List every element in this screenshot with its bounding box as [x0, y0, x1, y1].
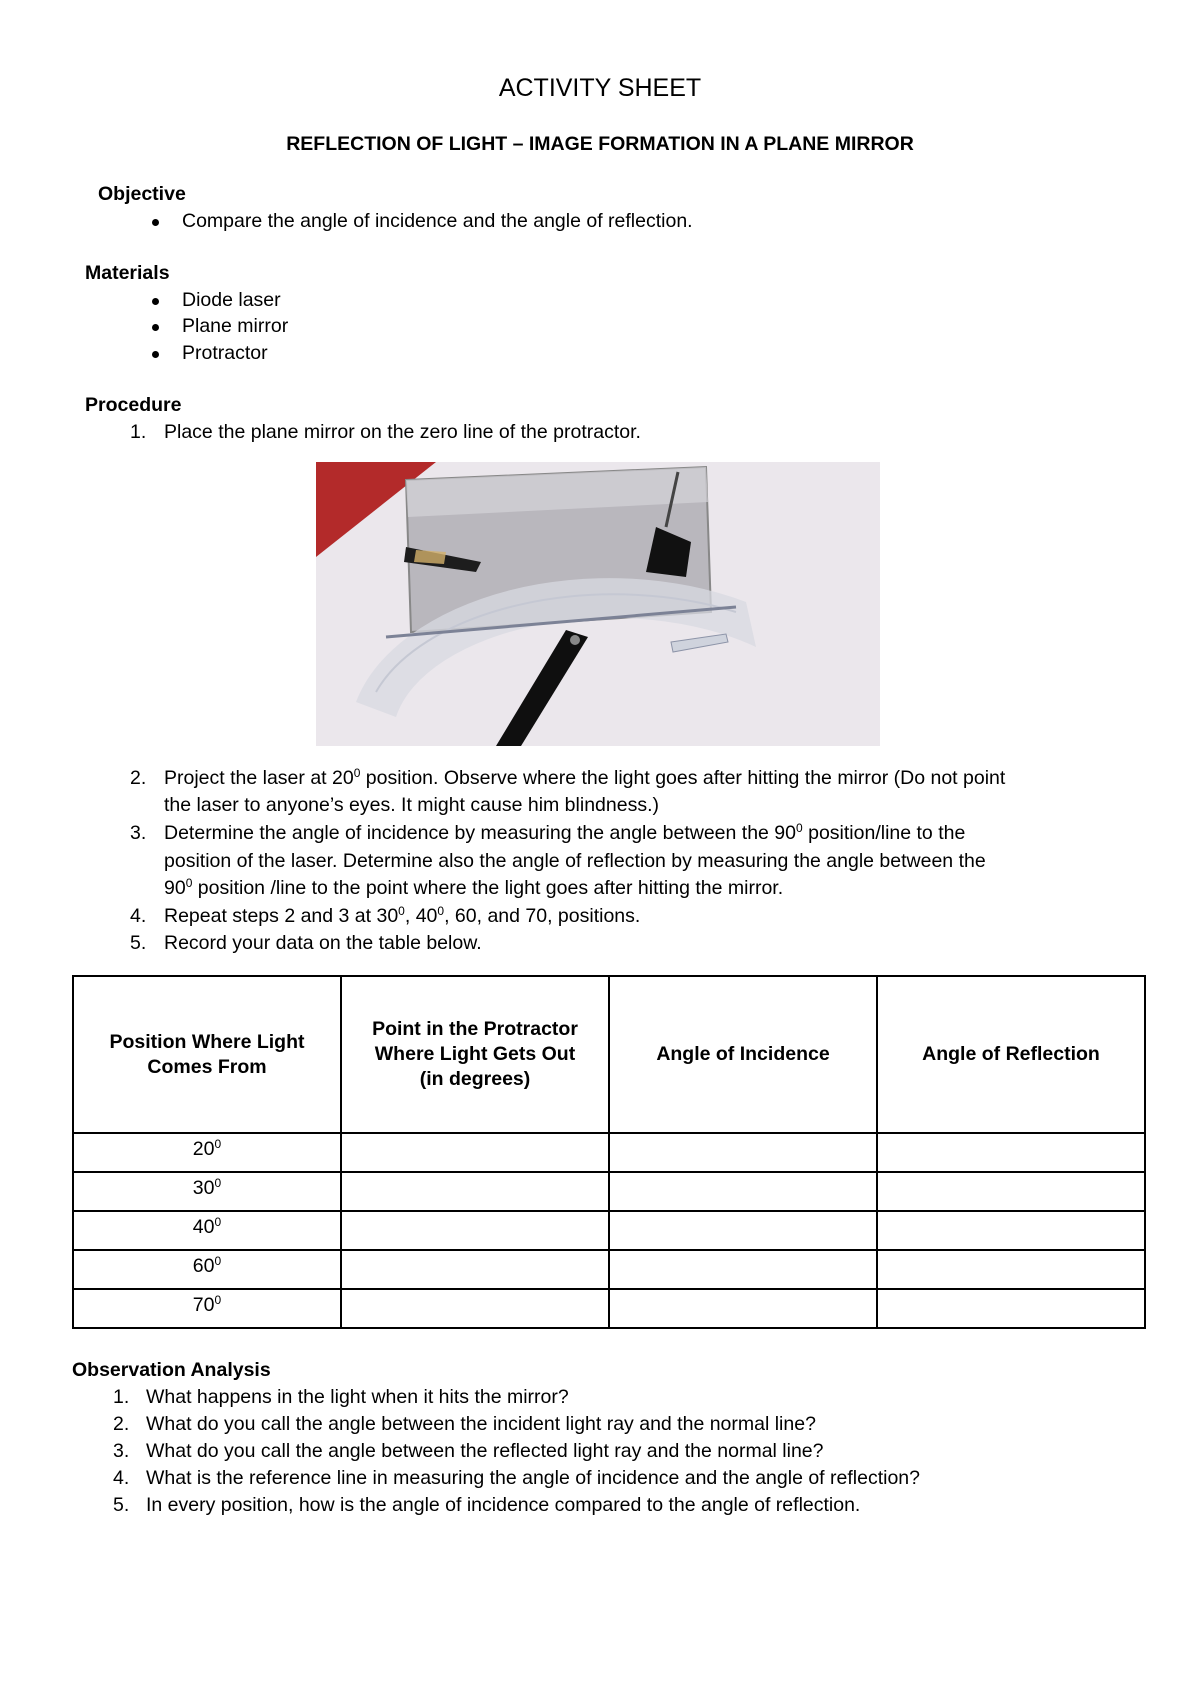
table-row — [73, 1250, 1145, 1289]
header-position: Position Where Light Comes From — [73, 976, 341, 1133]
header-exit-point: Point in the Protractor Where Light Gets Out (in degrees) — [341, 976, 609, 1133]
incidence-cell[interactable] — [609, 1172, 877, 1211]
reflection-cell[interactable] — [877, 1289, 1145, 1328]
question-number: 5. — [113, 1494, 130, 1516]
table-row — [73, 1172, 1145, 1211]
step-number: 4. — [130, 905, 147, 927]
bullet-icon — [152, 219, 159, 226]
step-text: Place the plane mirror on the zero line of the protractor. — [164, 421, 641, 443]
incidence-cell[interactable] — [609, 1133, 877, 1172]
step-text: Record your data on the table below. — [164, 932, 482, 954]
question-number: 2. — [113, 1413, 130, 1435]
incidence-cell[interactable] — [609, 1211, 877, 1250]
bullet-icon — [152, 324, 159, 331]
exit-point-cell[interactable] — [341, 1172, 609, 1211]
question-number: 4. — [113, 1467, 130, 1489]
header-angle-reflection: Angle of Reflection — [877, 976, 1145, 1133]
procedure-heading: Procedure — [85, 394, 182, 416]
table-row — [73, 1133, 1145, 1172]
question-number: 1. — [113, 1386, 130, 1408]
position-cell: $20^0$ — [73, 1133, 341, 1172]
question-text: What do you call the angle between the reflected light ray and the normal line? — [146, 1440, 824, 1462]
step-text: $90^0$ position /line to the point where the light goes after hitting the mirror. — [164, 876, 784, 899]
question-text: In every position, how is the angle of incidence compared to the angle of reflection. — [146, 1494, 861, 1516]
reflection-cell[interactable] — [877, 1133, 1145, 1172]
table-header-row — [73, 976, 1145, 1133]
step-text: Repeat steps 2 and 3 at $30^0$, $40^0$, 60, and 70, positions. — [164, 904, 641, 927]
position-cell: $30^0$ — [73, 1172, 341, 1211]
materials-item-text: Diode laser — [182, 289, 281, 311]
exit-point-cell[interactable] — [341, 1133, 609, 1172]
incidence-cell[interactable] — [609, 1250, 877, 1289]
position-cell: $70^0$ — [73, 1289, 341, 1328]
step-number: 3. — [130, 822, 147, 844]
position-cell: $60^0$ — [73, 1250, 341, 1289]
step-number: 5. — [130, 932, 147, 954]
reflection-cell[interactable] — [877, 1172, 1145, 1211]
question-number: 3. — [113, 1440, 130, 1462]
reflection-cell[interactable] — [877, 1250, 1145, 1289]
table-row — [73, 1211, 1145, 1250]
reflection-cell[interactable] — [877, 1211, 1145, 1250]
step-text: Determine the angle of incidence by measuring the angle between the $90^0$ position/line to the — [164, 821, 966, 844]
question-text: What is the reference line in measuring the angle of incidence and the angle of reflection? — [146, 1467, 920, 1489]
step-text: Project the laser at $20^0$ position. Observe where the light goes after hitting the mirror (Do not point — [164, 766, 1006, 789]
step-text: the laser to anyone’s eyes. It might cause him blindness.) — [164, 794, 659, 816]
mirror-protractor-photo — [316, 462, 880, 746]
analysis-heading: Observation Analysis — [72, 1359, 271, 1381]
incidence-cell[interactable] — [609, 1289, 877, 1328]
exit-point-cell[interactable] — [341, 1289, 609, 1328]
step-text: position of the laser. Determine also the angle of reflection by measuring the angle between the — [164, 850, 986, 872]
question-text: What do you call the angle between the incident light ray and the normal line? — [146, 1413, 816, 1435]
bullet-icon — [152, 351, 159, 358]
materials-item-text: Protractor — [182, 342, 268, 364]
exit-point-cell[interactable] — [341, 1250, 609, 1289]
step-number: 1. — [130, 421, 147, 443]
materials-item-text: Plane mirror — [182, 315, 289, 337]
exit-point-cell[interactable] — [341, 1211, 609, 1250]
data-table — [72, 975, 1146, 1329]
page-title: ACTIVITY SHEET — [498, 74, 702, 102]
materials-heading: Materials — [85, 262, 170, 284]
page-subtitle: REFLECTION OF LIGHT – IMAGE FORMATION IN A PLANE MIRROR — [286, 133, 914, 155]
header-angle-incidence: Angle of Incidence — [609, 976, 877, 1133]
position-cell: $40^0$ — [73, 1211, 341, 1250]
objective-heading: Objective — [98, 183, 186, 205]
question-text: What happens in the light when it hits the mirror? — [146, 1386, 569, 1408]
table-row — [73, 1289, 1145, 1328]
step-number: 2. — [130, 767, 147, 789]
bullet-icon — [152, 298, 159, 305]
objective-item-text: Compare the angle of incidence and the angle of reflection. — [182, 210, 693, 232]
